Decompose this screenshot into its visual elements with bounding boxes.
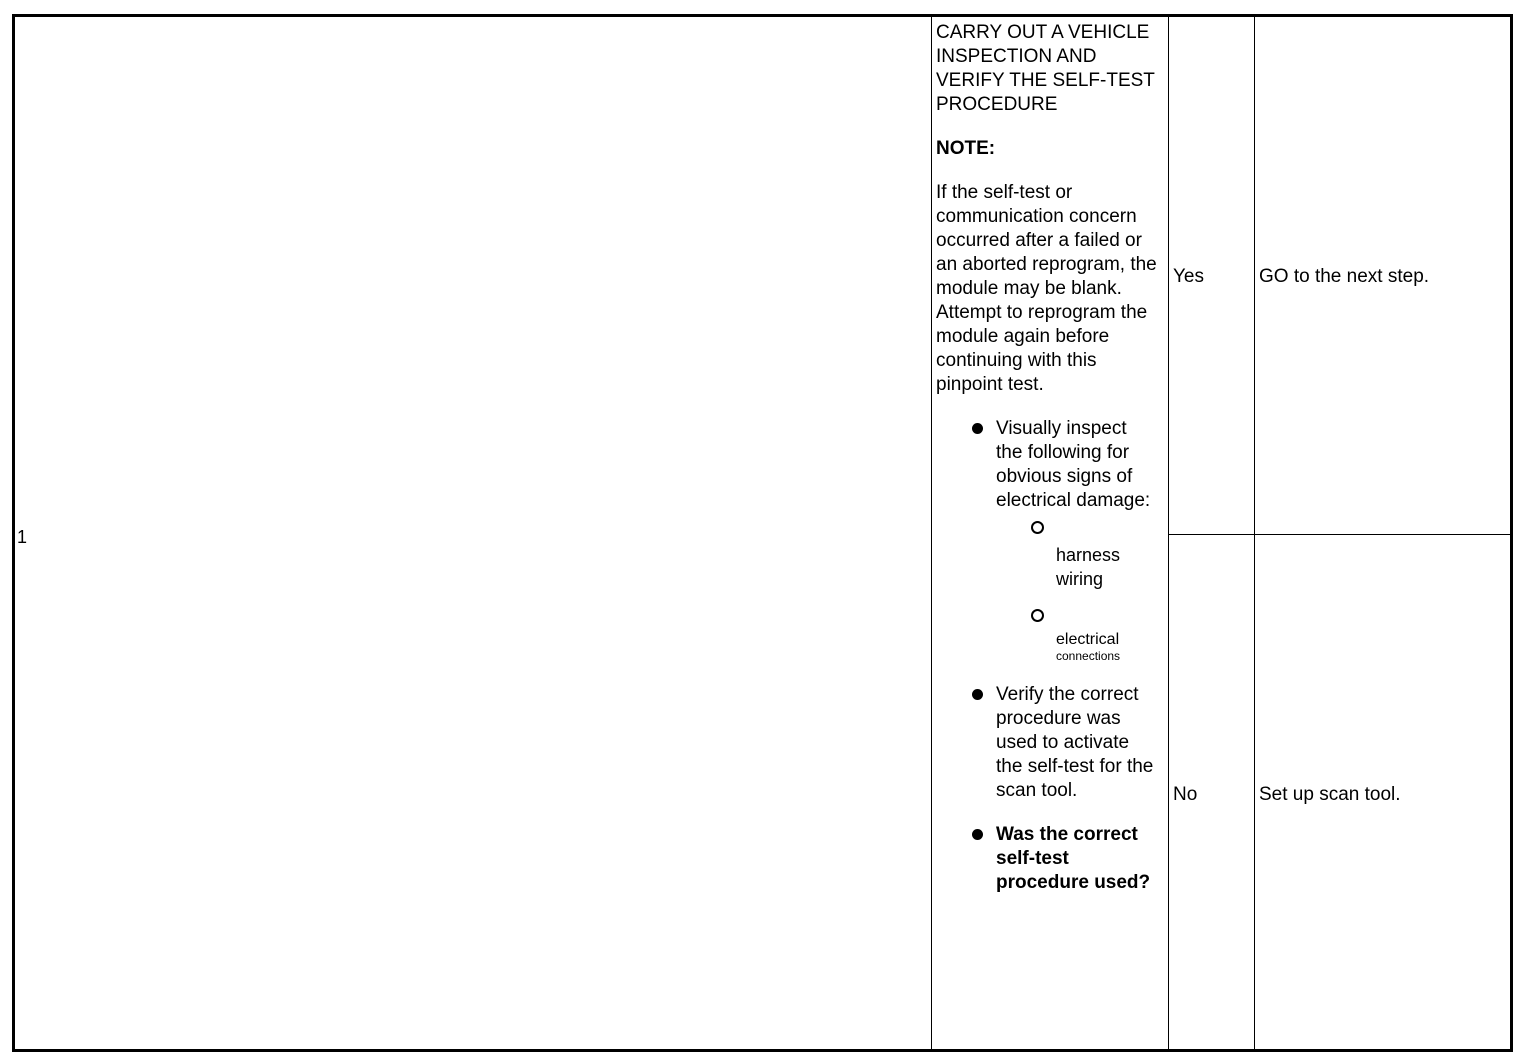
column-divider bbox=[1254, 17, 1255, 1049]
result-no: No bbox=[1173, 784, 1198, 805]
diagnostic-table bbox=[12, 14, 1513, 1052]
list-item bbox=[936, 823, 1158, 895]
note-text: If the self-test or communication concern occurred after a failed or an aborted reprogram, the module may be blank. Attempt to reprogram the module again before continuing with this pinpoint test. bbox=[936, 182, 1157, 395]
bullet-icon bbox=[972, 689, 983, 700]
step-number: 1 bbox=[17, 527, 28, 547]
row-divider bbox=[1168, 534, 1510, 535]
bullet-icon bbox=[972, 423, 983, 434]
column-divider bbox=[931, 17, 932, 1049]
procedure-title: CARRY OUT A VEHICLE INSPECTION AND VERIFY THE SELF-TEST PROCEDURE bbox=[936, 22, 1155, 115]
bullet-text: Visually inspect the following for obvious signs of electrical damage: bbox=[996, 418, 1151, 511]
sub-list-item bbox=[996, 609, 1158, 663]
note-label: NOTE: bbox=[936, 138, 996, 159]
inspection-items bbox=[996, 521, 1158, 663]
result-yes: Yes bbox=[1173, 266, 1204, 287]
sub-item-text: harness wiring bbox=[1056, 545, 1121, 589]
sub-list-item bbox=[996, 521, 1158, 591]
circle-bullet-icon bbox=[1031, 521, 1044, 534]
procedure-steps bbox=[936, 417, 1158, 895]
circle-bullet-icon bbox=[1031, 609, 1044, 622]
action-yes: GO to the next step. bbox=[1259, 266, 1430, 287]
sub-item-text: electrical bbox=[1056, 631, 1120, 648]
bullet-icon bbox=[972, 829, 983, 840]
column-divider bbox=[1168, 17, 1169, 1049]
procedure-cell bbox=[936, 21, 1158, 915]
sub-item-text-small: connections bbox=[1056, 649, 1121, 663]
question-text: Was the correct self-test procedure used? bbox=[996, 824, 1151, 893]
list-item bbox=[936, 417, 1158, 663]
action-no: Set up scan tool. bbox=[1259, 784, 1401, 805]
list-item bbox=[936, 683, 1158, 803]
bullet-text: Verify the correct procedure was used to activate the self-test for the scan tool. bbox=[996, 684, 1154, 801]
